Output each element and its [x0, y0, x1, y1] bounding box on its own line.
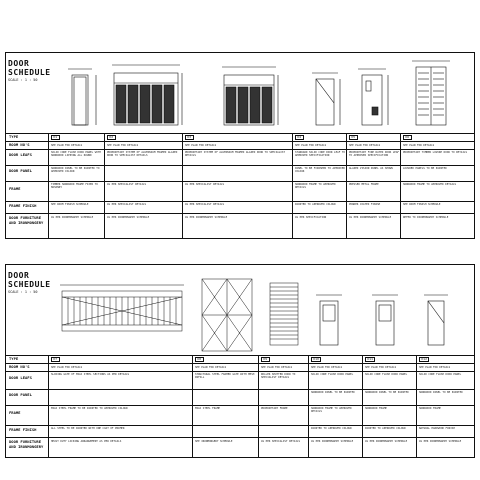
room-nos-cell: SEE PLAN FOR DETAILS: [195, 366, 227, 369]
frame-cell: AS PER SPECIALIST DETAILS: [185, 183, 225, 186]
elevation-d11: [372, 295, 398, 345]
door-panel-cell: HARDWOOD PANEL TO BE PAINTED TO APPROVED COLOUR: [51, 167, 100, 173]
row-label-frame-finish: FRAME FINISH: [9, 427, 37, 432]
door-panel-cell: LOUVRED PANELS TO BE PAINTED: [403, 167, 447, 170]
door-panel-cell: PANEL TO BE FINISHED TO APPROVED COLOUR: [295, 167, 345, 173]
type-tag: D1: [51, 135, 60, 140]
frame-cell: HARDWOOD FRAME: [365, 407, 387, 410]
row-label-room-nos: ROOM NO'S: [9, 364, 30, 369]
room-nos-cell: SEE PLAN FOR DETAILS: [311, 366, 343, 369]
sheet-scale: SCALE : 1 : 50: [8, 290, 38, 294]
door-schedule-sheet-1: [5, 52, 475, 239]
frame-cell: PROPRIETARY FRAME: [261, 407, 288, 410]
type-tag: D11: [365, 357, 375, 362]
door-leafs-cell: SOLID CORE FLUSH DOOR PANEL WITH HARDWOOD LIPPING ALL ROUND: [51, 151, 101, 157]
frame-finish-cell: POWDER COATED FINISH: [349, 203, 381, 206]
frame-finish-cell: PAINTED TO APPROVED COLOUR: [295, 203, 336, 206]
frame-cell: TIMBER HARDWOOD FRAME FIXED TO MASONRY: [51, 183, 98, 189]
frame-finish-cell: NATURAL HARDWOOD FINISH: [419, 427, 455, 430]
row-label-door-panel: DOOR PANEL: [9, 168, 32, 173]
room-nos-cell: SEE PLAN FOR DETAILS: [107, 144, 139, 147]
frame-cell: AS PER SPECIALIST DETAILS: [107, 183, 147, 186]
door-leafs-cell: PROPRIETARY FIRE RATED DOOR LEAF TO APPROVED SPECIFICATION: [349, 151, 399, 157]
type-tag: D4: [295, 135, 304, 140]
room-nos-cell: SEE PLAN FOR DETAILS: [51, 366, 83, 369]
furniture-cell: AS PER IRONMONGERY SCHEDULE: [51, 216, 94, 219]
door-leafs-cell: STRUCTURAL STEEL FRAMED GATE WITH MESH INFILL: [195, 373, 255, 379]
elevation-drawings-row: [6, 53, 474, 133]
row-label-room-nos: ROOM NO'S: [9, 142, 30, 147]
frame-cell: PRESSED METAL FRAME: [349, 183, 379, 186]
row-label-frame-finish: FRAME FINISH: [9, 203, 37, 208]
elevation-d5: [358, 69, 388, 125]
frame-finish-cell: SEE ROOM FINISH SCHEDULE: [51, 203, 89, 206]
room-nos-cell: SEE PLAN FOR DETAILS: [349, 144, 381, 147]
door-panel-cell: [185, 167, 291, 180]
frame-finish-cell: PAINTED TO APPROVED COLOUR: [311, 427, 352, 430]
type-tag: D8: [195, 357, 204, 362]
furniture-cell: AS PER IRONMONGERY SCHEDULE: [311, 440, 354, 443]
elevation-d2: [112, 65, 182, 125]
type-tag: D7: [51, 357, 60, 362]
door-leafs-cell: SLIDING GATE OF MILD STEEL SECTIONS AS PER DETAILS: [51, 373, 130, 376]
door-panel-cell: [195, 391, 257, 404]
furniture-cell: AS PER SPECIFICATION: [295, 216, 327, 219]
door-schedule-sheet-2: [5, 264, 475, 458]
room-nos-cell: SEE PLAN FOR DETAILS: [51, 144, 83, 147]
room-nos-cell: SEE PLAN FOR DETAILS: [403, 144, 435, 147]
frame-finish-cell: ALL STEEL TO BE PAINTED WITH ONE COAT OF PRIMER: [51, 427, 125, 430]
room-nos-cell: SEE PLAN FOR DETAILS: [185, 144, 217, 147]
frame-finish-cell: AS PER SPECIALIST DETAILS: [185, 203, 225, 206]
furniture-cell: REFER TO IRONMONGERY SCHEDULE: [403, 216, 449, 219]
elevation-d8: [202, 279, 252, 351]
frame-cell: MILD STEEL FRAME TO BE PAINTED TO APPROVED COLOUR: [51, 407, 128, 410]
door-panel-cell: [107, 167, 181, 180]
elevation-d1: [68, 69, 96, 125]
elevation-d9: [270, 283, 298, 345]
row-label-frame: FRAME: [9, 410, 21, 415]
door-panel-cell: [261, 391, 307, 404]
row-label-door-panel: DOOR PANEL: [9, 392, 32, 397]
room-nos-cell: SEE PLAN FOR DETAILS: [419, 366, 451, 369]
door-panel-cell: HARDWOOD PANEL TO BE PAINTED: [365, 391, 409, 394]
type-tag: D5: [349, 135, 358, 140]
row-label-type: TYPE: [9, 356, 19, 361]
frame-cell: HARDWOOD FRAME: [419, 407, 441, 410]
frame-finish-cell: [195, 427, 257, 436]
frame-finish-cell: SEE ROOM FINISH SCHEDULE: [403, 203, 441, 206]
door-leafs-cell: STANDARD SOLID CORE DOOR LEAF TO APPROVED SPECIFICATION: [295, 151, 345, 157]
furniture-cell: AS PER IRONMONGERY SCHEDULE: [365, 440, 408, 443]
frame-cell: HARDWOOD FRAME TO APPROVED DETAILS: [295, 183, 336, 189]
sheet-title-line1: DOOR: [8, 59, 30, 68]
type-tag: D9: [261, 357, 270, 362]
furniture-cell: SEE IRONMONGERY SCHEDULE: [195, 440, 233, 443]
door-panel-cell: GLAZED VISION PANEL AS SHOWN: [349, 167, 393, 170]
door-leafs-cell: ROLLER SHUTTER DOOR TO SPECIALIST DETAILS: [261, 373, 296, 379]
furniture-cell: AS PER IRONMONGERY SCHEDULE: [107, 216, 150, 219]
furniture-cell: HEAVY DUTY LOCKING ARRANGEMENT AS PER DETAILS: [51, 440, 122, 443]
door-elevations-svg: [6, 53, 474, 133]
elevation-d12: [424, 295, 448, 345]
elevation-d6: [412, 61, 450, 125]
door-elevations-svg: [6, 265, 474, 355]
elevation-d4: [312, 73, 340, 125]
elevation-d3: [222, 67, 278, 125]
door-leafs-cell: SOLID CORE FLUSH DOOR PANEL: [311, 373, 354, 376]
frame-finish-cell: PAINTED TO APPROVED COLOUR: [365, 427, 406, 430]
type-tag: D6: [403, 135, 412, 140]
type-tag: D10: [311, 357, 321, 362]
row-label-furniture: DOOR FURNITURE AND IRONMONGERY: [9, 215, 44, 225]
sheet-scale: SCALE : 1 : 50: [8, 78, 38, 82]
room-nos-cell: SEE PLAN FOR DETAILS: [365, 366, 397, 369]
frame-finish-cell: AS PER SPECIALIST DETAILS: [107, 203, 147, 206]
row-label-door-leafs: DOOR LEAFS: [9, 375, 32, 380]
row-label-furniture: DOOR FURNITURE AND IRONMONGERY: [9, 439, 44, 449]
frame-cell: HARDWOOD FRAME TO APPROVED DETAILS: [311, 407, 352, 413]
frame-cell: MILD STEEL FRAME: [195, 407, 220, 410]
row-label-frame: FRAME: [9, 186, 21, 191]
frame-finish-cell: [261, 427, 307, 436]
elevation-drawings-row: [6, 265, 474, 355]
furniture-cell: AS PER IRONMONGERY SCHEDULE: [349, 216, 392, 219]
door-leafs-cell: PROPRIETARY SYSTEM OF ALUMINIUM FRAMED GLAZED DOOR TO SPECIALIST DETAILS: [107, 151, 178, 157]
door-leafs-cell: SOLID CORE FLUSH DOOR PANEL: [419, 373, 462, 376]
type-tag: D3: [185, 135, 194, 140]
furniture-cell: AS PER SPECIALIST DETAILS: [261, 440, 301, 443]
row-label-type: TYPE: [9, 134, 19, 139]
door-leafs-cell: PROPRIETARY TIMBER LOUVRE DOOR TO DETAILS: [403, 151, 468, 154]
type-tag: D12: [419, 357, 429, 362]
door-leafs-cell: PROPRIETARY SYSTEM OF ALUMINIUM FRAMED GLAZED DOOR TO SPECIALIST DETAILS: [185, 151, 285, 157]
elevation-d7: [60, 285, 184, 331]
furniture-cell: AS PER IRONMONGERY SCHEDULE: [419, 440, 462, 443]
door-panel-cell: [51, 391, 191, 404]
sheet-title-line2: SCHEDULE: [8, 280, 51, 289]
sheet-title-line1: DOOR: [8, 271, 30, 280]
room-nos-cell: SEE PLAN FOR DETAILS: [295, 144, 327, 147]
door-leafs-cell: SOLID CORE FLUSH DOOR PANEL: [365, 373, 408, 376]
sheet-title-line2: SCHEDULE: [8, 68, 51, 77]
elevation-d10: [316, 295, 342, 345]
door-panel-cell: HARDWOOD PANEL TO BE PAINTED: [311, 391, 355, 394]
room-nos-cell: SEE PLAN FOR DETAILS: [261, 366, 293, 369]
row-label-door-leafs: DOOR LEAFS: [9, 152, 32, 157]
frame-cell: HARDWOOD FRAME TO APPROVED DETAILS: [403, 183, 457, 186]
furniture-cell: AS PER IRONMONGERY SCHEDULE: [185, 216, 228, 219]
type-tag: D2: [107, 135, 116, 140]
door-panel-cell: HARDWOOD PANEL TO BE PAINTED: [419, 391, 463, 394]
